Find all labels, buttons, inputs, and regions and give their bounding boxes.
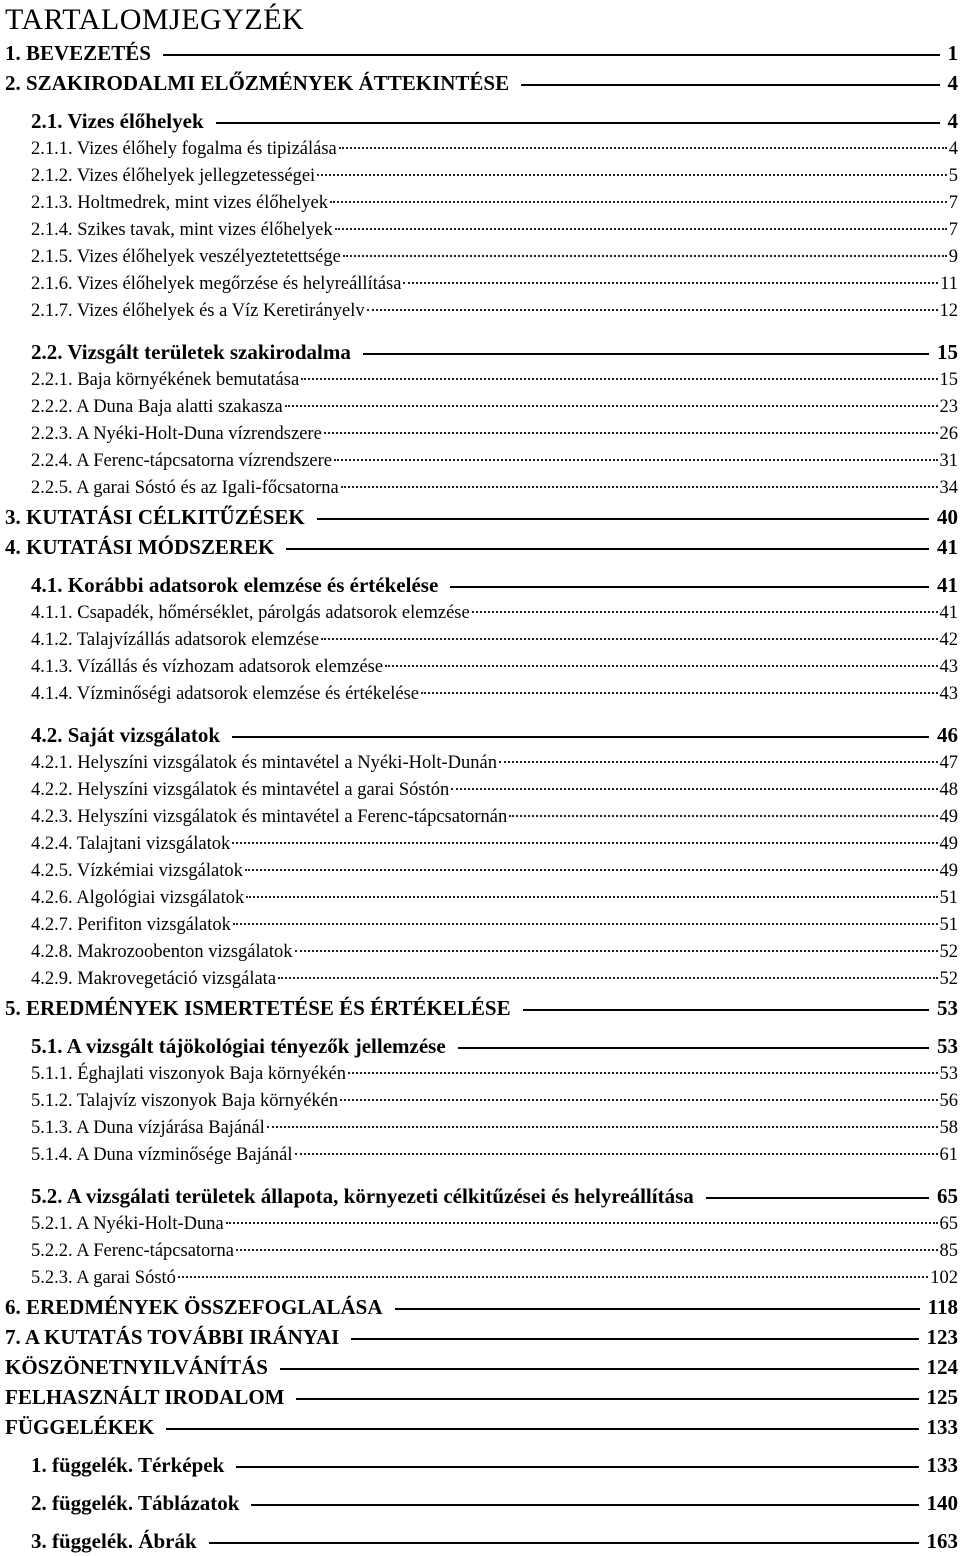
toc-leader-line [458,1047,929,1049]
section-spacer [5,325,958,337]
toc-leader-line [166,1428,918,1430]
toc-entry[interactable] [5,993,958,1023]
toc-entry-label: 3. függelék. Ábrák [31,1529,197,1553]
toc-leader-line [267,1126,938,1128]
toc-entry[interactable] [5,1265,958,1292]
toc-entry-label: 2.1.2. Vizes élőhelyek jellegzetességei [31,166,316,186]
toc-page-number: 52 [939,942,958,962]
toc-page-number: 102 [930,1268,958,1288]
toc-page-number: 1 [947,41,958,65]
toc-page-number: 31 [939,451,958,471]
toc-entry[interactable] [5,502,958,532]
toc-page-number: 46 [937,723,958,747]
toc-entry-label: 4.2.5. Vízkémiai vizsgálatok [31,861,243,881]
toc-title: TARTALOMJEGYZÉK [5,3,305,36]
toc-entry-label: 1. BEVEZETÉS [5,41,151,65]
toc-entry-label: 2.2.3. A Nyéki-Holt-Duna vízrendszere [31,424,322,444]
toc-entry[interactable] [5,681,958,708]
toc-leader-line [216,122,940,124]
toc-entry[interactable] [5,885,958,912]
toc-leader-line [521,84,939,86]
toc-leader-line [236,1466,918,1468]
toc-entry-label: 5.1.2. Talajvíz viszonyok Baja környékén [31,1091,339,1111]
toc-entry-label: 5.1.4. A Duna vízminősége Bajánál [31,1145,293,1165]
toc-leader-line [295,950,938,952]
toc-page-number: 15 [937,340,958,364]
toc-leader-line [163,54,940,56]
toc-leader-line [421,692,937,694]
document-page [5,2,958,1556]
toc-entry[interactable] [5,1211,958,1238]
toc-leader-line [296,1398,918,1400]
toc-leader-line [295,1153,938,1155]
toc-leader-line [706,1197,929,1199]
toc-page-number: 47 [939,753,958,773]
toc-entry[interactable] [5,271,958,298]
toc-entry-label: 4.2.6. Algológiai vizsgálatok [31,888,245,908]
toc-leader-line [509,815,937,817]
toc-entry[interactable] [5,448,958,475]
toc-entry-label: 5.2.1. A Nyéki-Holt-Duna [31,1214,224,1234]
toc-entry[interactable] [5,966,958,993]
toc-entry[interactable] [5,1412,958,1442]
toc-leader-line [472,611,938,613]
toc-leader-line [232,842,937,844]
toc-leader-line [499,761,938,763]
toc-page-number: 53 [939,1064,958,1084]
toc-entry-label: 4.1. Korábbi adatsorok elemzése és értékelése [31,573,439,597]
toc-page-number: 51 [939,888,958,908]
toc-page-number: 43 [939,684,958,704]
toc-page-number: 15 [939,370,958,390]
toc-entry[interactable] [5,1142,958,1169]
toc-entry-label: 2.1.3. Holtmedrek, mint vizes élőhelyek [31,193,328,213]
toc-leader-line [395,1308,920,1310]
toc-leader-line [351,1338,918,1340]
toc-page-number: 4 [947,109,958,133]
section-spacer [5,1518,958,1526]
toc-page-number: 9 [948,247,958,267]
toc-leader-line [236,1249,938,1251]
toc-entry-label: 4.2.9. Makrovegetáció vizsgálata [31,969,277,989]
toc-leader-line [451,788,937,790]
toc-leader-line [232,736,929,738]
toc-page-number: 40 [937,505,958,529]
toc-leader-line [209,1542,919,1544]
table-of-contents [5,38,958,1556]
toc-entry-label: 5.2.3. A garai Sóstó [31,1268,176,1288]
toc-page-number: 118 [927,1295,958,1319]
toc-leader-line [335,228,947,230]
toc-page-number: 163 [926,1529,958,1553]
toc-entry-label: 1. függelék. Térképek [31,1453,225,1477]
toc-page-number: 5 [948,166,958,186]
toc-entry[interactable] [5,1526,958,1556]
toc-page-number: 61 [939,1145,958,1165]
toc-page-number: 123 [926,1325,958,1349]
toc-page-number: 41 [937,573,958,597]
toc-leader-line [330,201,947,203]
toc-leader-line [343,255,947,257]
toc-page-number: 124 [926,1355,958,1379]
toc-entry-label: 4.2.7. Perifiton vizsgálatok [31,915,231,935]
toc-leader-line [340,1099,937,1101]
toc-leader-line [280,1368,919,1370]
toc-entry[interactable] [5,1181,958,1211]
toc-entry-label: 2.2.1. Baja környékének bemutatása [31,370,300,390]
toc-entry[interactable] [5,570,958,600]
toc-leader-line [363,353,929,355]
section-spacer [5,98,958,106]
toc-page-number: 34 [939,478,958,498]
toc-page-number: 4 [947,71,958,95]
toc-page-number: 41 [937,535,958,559]
toc-page-number: 49 [939,861,958,881]
section-spacer [5,562,958,570]
toc-entry[interactable] [5,1322,958,1352]
toc-leader-line [317,518,929,520]
toc-page-number: 48 [939,780,958,800]
toc-page-number: 140 [926,1491,958,1515]
toc-leader-line [339,147,947,149]
toc-entry[interactable] [5,912,958,939]
section-spacer [5,1169,958,1181]
toc-entry[interactable] [5,394,958,421]
toc-page-number: 65 [937,1184,958,1208]
toc-entry-label: 2.2.2. A Duna Baja alatti szakasza [31,397,283,417]
toc-leader-line [245,869,938,871]
toc-entry-label: 2.1.1. Vizes élőhely fogalma és tipizálása [31,139,337,159]
toc-leader-line [321,638,937,640]
toc-page-number: 65 [939,1214,958,1234]
toc-leader-line [251,1504,918,1506]
toc-entry[interactable] [5,163,958,190]
toc-entry[interactable] [5,804,958,831]
toc-page-number: 51 [939,915,958,935]
toc-leader-line [317,174,947,176]
toc-page-number: 12 [939,301,958,321]
toc-entry-label: 2.2.4. A Ferenc-tápcsatorna vízrendszere [31,451,333,471]
toc-entry-label: 2.1. Vizes élőhelyek [31,109,204,133]
toc-entry[interactable] [5,1115,958,1142]
toc-entry-label: 4.2.8. Makrozoobenton vizsgálatok [31,942,293,962]
toc-leader-line [348,1072,938,1074]
toc-entry[interactable] [5,136,958,163]
toc-page-number: 26 [939,424,958,444]
toc-page-number: 56 [939,1091,958,1111]
section-spacer [5,1023,958,1031]
toc-entry[interactable] [5,939,958,966]
toc-page-number: 49 [939,834,958,854]
toc-leader-line [367,309,938,311]
toc-entry-label: 5. EREDMÉNYEK ISMERTETÉSE ÉS ÉRTÉKELÉSE [5,996,511,1020]
toc-page-number: 43 [939,657,958,677]
toc-entry-label: 2.1.4. Szikes tavak, mint vizes élőhelyek [31,220,333,240]
toc-entry[interactable] [5,217,958,244]
toc-page-number: 53 [937,996,958,1020]
toc-entry-label: 2.1.6. Vizes élőhelyek megőrzése és helyreállítása [31,274,402,294]
toc-page-number: 133 [926,1453,958,1477]
section-spacer [5,1442,958,1450]
section-spacer [5,708,958,720]
toc-entry-label: 2.1.7. Vizes élőhelyek és a Víz Keretirányelv [31,301,365,321]
toc-entry[interactable] [5,777,958,804]
toc-leader-line [178,1276,928,1278]
toc-entry[interactable] [5,532,958,562]
toc-entry-label: 7. A KUTATÁS TOVÁBBI IRÁNYAI [5,1325,340,1349]
toc-entry[interactable] [5,858,958,885]
toc-page-number: 53 [937,1034,958,1058]
toc-entry[interactable] [5,190,958,217]
toc-entry[interactable] [5,720,958,750]
toc-entry-label: FÜGGELÉKEK [5,1415,155,1439]
toc-entry-label: 2.1.5. Vizes élőhelyek veszélyeztetettsége [31,247,341,267]
toc-entry[interactable] [5,1238,958,1265]
toc-entry-label: 4. KUTATÁSI MÓDSZEREK [5,535,275,559]
toc-page-number: 49 [939,807,958,827]
toc-page-number: 11 [940,274,958,294]
toc-leader-line [324,432,938,434]
toc-entry[interactable] [5,244,958,271]
toc-entry-label: 4.2.1. Helyszíni vizsgálatok és mintavétel a Nyéki-Holt-Dunán [31,753,497,773]
toc-entry[interactable] [5,654,958,681]
toc-page-number: 41 [939,603,958,623]
toc-page-number: 125 [926,1385,958,1409]
toc-entry-label: 4.2.2. Helyszíni vizsgálatok és mintavétel a garai Sóstón [31,780,450,800]
toc-page-number: 7 [948,220,958,240]
toc-entry[interactable] [5,298,958,325]
toc-entry-label: 4.2. Saját vizsgálatok [31,723,220,747]
toc-leader-line [233,923,938,925]
toc-leader-line [246,896,937,898]
toc-entry[interactable] [5,475,958,502]
toc-page-number: 52 [939,969,958,989]
toc-entry[interactable] [5,1088,958,1115]
toc-entry-label: 4.2.3. Helyszíni vizsgálatok és mintavétel a Ferenc-tápcsatornán [31,807,508,827]
toc-leader-line [286,548,929,550]
toc-leader-line [341,486,938,488]
toc-page-number: 4 [948,139,958,159]
toc-entry[interactable] [5,1352,958,1382]
toc-entry[interactable] [5,600,958,627]
toc-entry-label: 2. függelék. Táblázatok [31,1491,240,1515]
toc-entry-label: 4.1.2. Talajvízállás adatsorok elemzése [31,630,320,650]
toc-leader-line [403,282,938,284]
toc-leader-line [523,1009,929,1011]
toc-entry[interactable] [5,1292,958,1322]
toc-entry[interactable] [5,367,958,394]
toc-entry[interactable] [5,831,958,858]
toc-page-number: 58 [939,1118,958,1138]
toc-entry-label: 4.1.3. Vízállás és vízhozam adatsorok elemzése [31,657,384,677]
toc-entry[interactable] [5,1450,958,1480]
toc-leader-line [226,1222,938,1224]
toc-entry[interactable] [5,421,958,448]
toc-page-number: 42 [939,630,958,650]
toc-page-number: 85 [939,1241,958,1261]
toc-leader-line [385,665,937,667]
toc-leader-line [334,459,937,461]
toc-entry-label: 5.1.1. Éghajlati viszonyok Baja környékén [31,1064,346,1084]
toc-page-number: 7 [948,193,958,213]
toc-entry-label: 5.2.2. A Ferenc-tápcsatorna [31,1241,234,1261]
toc-leader-line [285,405,938,407]
toc-entry-label: 3. KUTATÁSI CÉLKITŰZÉSEK [5,505,305,529]
toc-entry-label: FELHASZNÁLT IRODALOM [5,1385,285,1409]
toc-entry-label: 2.2. Vizsgált területek szakirodalma [31,340,351,364]
toc-page-number: 133 [926,1415,958,1439]
toc-entry-label: 2.2.5. A garai Sóstó és az Igali-főcsatorna [31,478,339,498]
toc-entry[interactable] [5,1382,958,1412]
toc-entry-label: 2. SZAKIRODALMI ELŐZMÉNYEK ÁTTEKINTÉSE [5,71,510,95]
toc-entry-label: 5.2. A vizsgálati területek állapota, környezeti célkitűzései és helyreállítása [31,1184,694,1208]
toc-entry[interactable] [5,106,958,136]
toc-entry-label: 4.1.4. Vízminőségi adatsorok elemzése és értékelése [31,684,420,704]
toc-entry[interactable] [5,1488,958,1518]
toc-entry[interactable] [5,68,958,98]
toc-entry-label: 5.1.3. A Duna vízjárása Bajánál [31,1118,265,1138]
toc-entry[interactable] [5,627,958,654]
toc-entry-label: 4.1.1. Csapadék, hőmérséklet, párolgás adatsorok elemzése [31,603,470,623]
toc-page-number: 23 [939,397,958,417]
toc-leader-line [450,586,929,588]
section-spacer [5,1480,958,1488]
toc-leader-line [278,977,937,979]
toc-entry-label: 6. EREDMÉNYEK ÖSSZEFOGLALÁSA [5,1295,383,1319]
toc-entry[interactable] [5,1061,958,1088]
toc-entry[interactable] [5,750,958,777]
toc-entry-label: 4.2.4. Talajtani vizsgálatok [31,834,231,854]
toc-entry-label: 5.1. A vizsgált tájökológiai tényezők jellemzése [31,1034,446,1058]
toc-leader-line [301,378,937,380]
toc-entry[interactable] [5,1031,958,1061]
toc-entry[interactable] [5,337,958,367]
toc-entry[interactable] [5,38,958,68]
toc-entry-label: KÖSZÖNETNYILVÁNÍTÁS [5,1355,268,1379]
